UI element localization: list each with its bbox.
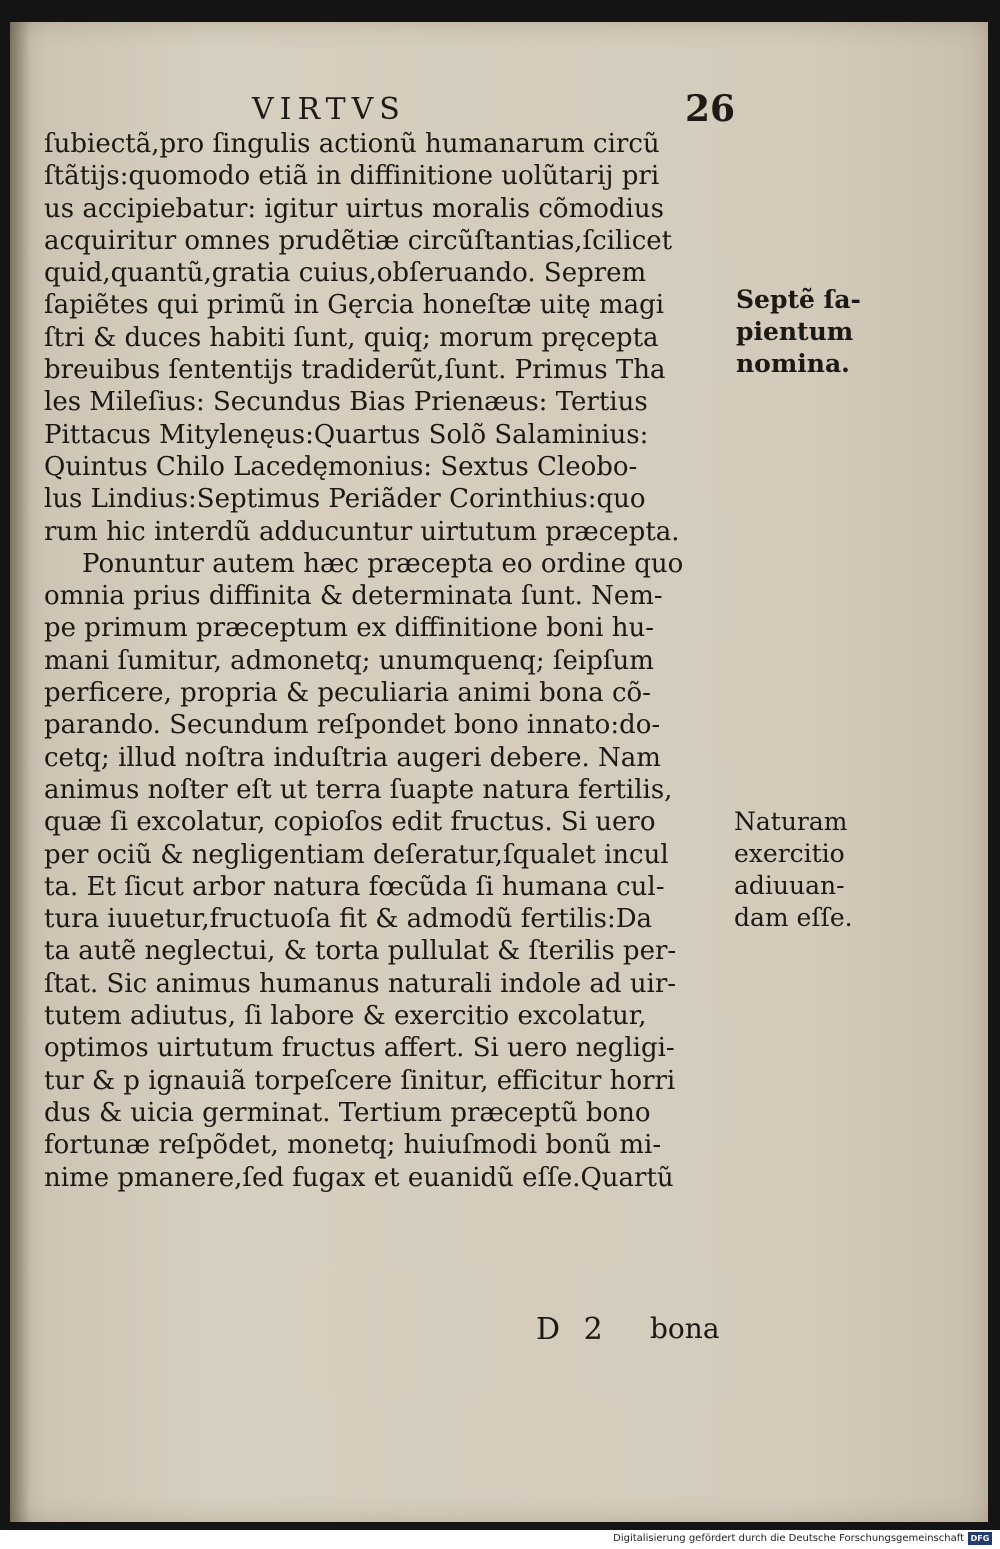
marginal-note-line: adiuuan- [734,871,845,900]
text-line: omnia prius diffinita & determinata ſunt. Nem- [44,581,663,612]
text-line: ta. Et ſicut arbor natura fœcũda ſi humana cul- [44,871,665,902]
text-line: dus & uicia germinat. Tertium præceptũ bono [44,1097,651,1128]
catchword: bona [650,1312,720,1345]
marginal-note-line: exercitio [734,839,845,868]
dfg-logo: DFG [968,1532,992,1545]
text-line: ta autẽ neglectui, & torta pullulat & ſterilis per- [44,936,677,967]
body-text [44,128,744,1194]
text-line: tur & p ignauiã torpeſcere ſinitur, efficitur horri [44,1065,676,1096]
gutter-shadow [10,22,30,1522]
text-line: fortunæ reſpõdet, monetq; huiuſmodi bonũ mi- [44,1130,662,1161]
text-line: Ponuntur autem hæc præcepta eo ordine quo [82,548,684,579]
text-line: Quintus Chilo Lacedęmonius: Sextus Cleobo- [44,451,638,482]
text-line: les Mileſius: Secundus Bias Prienæus: Tertius [44,387,648,418]
text-line: ſtãtijs:quomodo etiã in diffinitione uolũtarij pri [44,161,660,192]
marginal-note-line: Naturam [734,807,848,836]
marginal-note-line: pientum [736,317,854,346]
text-line: quid,quantũ,gratia cuius,obſeruando. Seprem [44,258,647,289]
text-line: pe primum præceptum ex diffinitione boni hu- [44,613,655,644]
text-line: ſtri & duces habiti ſunt, quiq; morum pręcepta [44,322,659,353]
text-line: ſapiẽtes qui primũ in Gęrcia honeſtæ uitę magi [44,290,665,321]
text-line: mani ſumitur, admonetq; unumquenq; ſeipſum [44,645,654,676]
text-line: breuibus ſententijs tradiderũt,ſunt. Primus Tha [44,355,666,386]
text-line: nime pmanere,ſed fugax et euanidũ eſſe.Quartũ [44,1162,674,1193]
text-line: tura iuuetur,fructuoſa fit & admodũ fertilis:Da [44,904,653,935]
text-line: acquiritur omnes prudẽtiæ circũſtantias,ſcilicet [44,225,673,256]
text-line: optimos uirtutum fructus affert. Si uero negligi- [44,1033,675,1064]
text-line: us accipiebatur: igitur uirtus moralis cõmodius [44,193,664,224]
marginal-note-line: Septẽ ſa- [736,285,861,314]
text-line: rum hic interdũ adducuntur uirtutum præcepta. [44,516,680,547]
text-line: tutem adiutus, ſi labore & exercitio excolatur, [44,1001,647,1032]
text-line: ſtat. Sic animus humanus naturali indole ad uir- [44,968,677,999]
marginal-note-line: dam eſſe. [734,903,853,932]
marginal-note-line: nomina. [736,349,850,378]
marginal-note-naturam [734,806,853,934]
text-line: lus Lindius:Septimus Periãder Corinthius:quo [44,484,646,515]
text-line: quæ ſi excolatur, copioſos edit fructus. Si uero [44,807,656,838]
text-line: animus noſter eſt ut terra ſuapte natura fertilis, [44,774,673,805]
text-line: ſubiectã,pro ſingulis actionũ humanarum circũ [44,129,660,159]
text-line: perficere, propria & peculiaria animi bona cõ- [44,678,651,709]
marginal-note-sapientes [736,284,861,380]
text-line: Pittacus Mitylenęus:Quartus Solõ Salaminius: [44,419,649,450]
text-line: per ociũ & negligentiam deſeratur,ſqualet incul [44,839,669,870]
text-line: parando. Secundum reſpondet bono innato:do- [44,710,661,741]
text-line: cetq; illud noſtra induſtria augeri debere. Nam [44,742,661,773]
signature-mark: D 2 [536,1312,603,1347]
running-head: VIRTVS [252,92,406,127]
page-number: 26 [685,88,736,130]
digitization-credit: Digitalisierung gefördert durch die Deutsche Forschungsgemeinschaft [613,1533,964,1544]
